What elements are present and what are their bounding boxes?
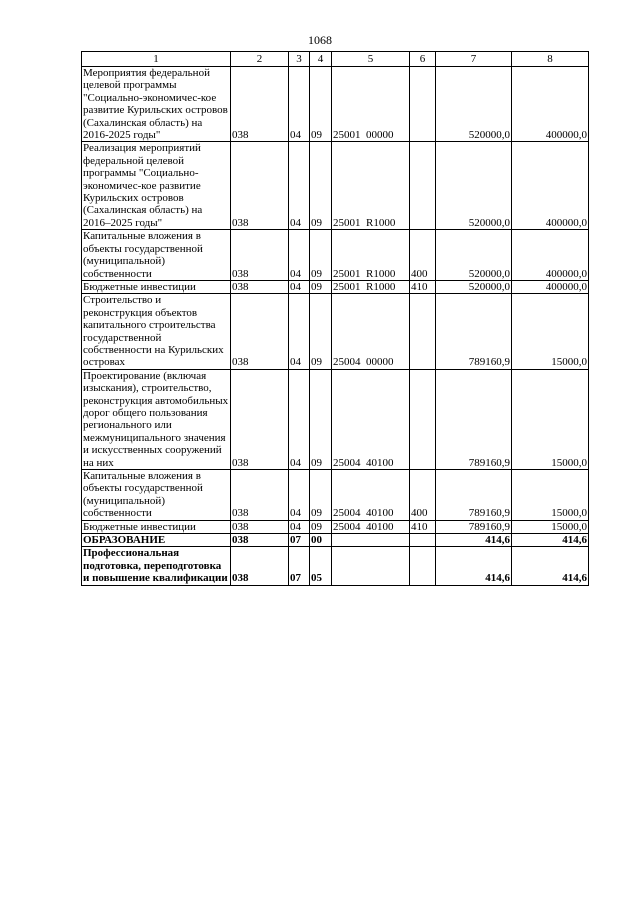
admin-code-cell: 038: [231, 142, 289, 230]
row-name-cell: Проектирование (включая изыскания), строительство, реконструкция автомобильных дорог общего пользования регионального или межмуниципального значения и искусственных сооружений на них: [82, 369, 231, 469]
target-article-cell: 25004 40100: [332, 369, 410, 469]
header-cell: 3: [289, 52, 310, 67]
section-cell: 04: [289, 142, 310, 230]
budget-table: [81, 51, 589, 586]
subsection-cell: 09: [310, 142, 332, 230]
amount-col8-cell: 15000,0: [512, 294, 589, 369]
section-cell: 07: [289, 547, 310, 585]
amount-col8-cell: 414,6: [512, 547, 589, 585]
header-cell: 5: [332, 52, 410, 67]
header-cell: 6: [410, 52, 436, 67]
expense-type-cell: [410, 294, 436, 369]
table-row: [82, 280, 589, 293]
section-cell: 04: [289, 230, 310, 281]
row-name-cell: Капитальные вложения в объекты государственной (муниципальной) собственности: [82, 230, 231, 281]
expense-type-cell: [410, 547, 436, 585]
row-name-cell: Бюджетные инвестиции: [82, 280, 231, 293]
row-name-cell: Капитальные вложения в объекты государственной (муниципальной) собственности: [82, 470, 231, 521]
target-article-cell: 25001 R1000: [332, 142, 410, 230]
table-row: [82, 142, 589, 230]
amount-col8-cell: 400000,0: [512, 230, 589, 281]
amount-col7-cell: 520000,0: [436, 230, 512, 281]
amount-col7-cell: 789160,9: [436, 294, 512, 369]
header-cell: 7: [436, 52, 512, 67]
target-article-cell: 25004 40100: [332, 520, 410, 533]
target-article-cell: 25001 R1000: [332, 230, 410, 281]
amount-col8-cell: 15000,0: [512, 470, 589, 521]
header-cell: 2: [231, 52, 289, 67]
section-cell: 04: [289, 369, 310, 469]
target-article-cell: [332, 547, 410, 585]
target-article-cell: 25001 R1000: [332, 280, 410, 293]
subsection-cell: 05: [310, 547, 332, 585]
header-cell: 8: [512, 52, 589, 67]
admin-code-cell: 038: [231, 520, 289, 533]
amount-col7-cell: 789160,9: [436, 520, 512, 533]
row-name-cell: Реализация мероприятий федеральной целевой программы "Социально-экономичес-кое развитие Курильских островов (Сахалинская область) на 2016–2025 годы": [82, 142, 231, 230]
section-cell: 04: [289, 520, 310, 533]
amount-col7-cell: 789160,9: [436, 470, 512, 521]
target-article-cell: 25004 00000: [332, 294, 410, 369]
row-name-cell: ОБРАЗОВАНИЕ: [82, 534, 231, 547]
admin-code-cell: 038: [231, 369, 289, 469]
row-name-cell: Мероприятия федеральной целевой программы "Социально-экономичес-кое развитие Курильских островов (Сахалинская область) на 2016-2025 годы": [82, 67, 231, 142]
section-cell: 07: [289, 534, 310, 547]
table-row: [82, 520, 589, 533]
expense-type-cell: [410, 142, 436, 230]
table-row: [82, 294, 589, 369]
row-name-cell: Бюджетные инвестиции: [82, 520, 231, 533]
target-article-cell: 25001 00000: [332, 67, 410, 142]
amount-col7-cell: 789160,9: [436, 369, 512, 469]
amount-col8-cell: 400000,0: [512, 67, 589, 142]
section-cell: 04: [289, 280, 310, 293]
subsection-cell: 09: [310, 470, 332, 521]
subsection-cell: 09: [310, 230, 332, 281]
amount-col7-cell: 520000,0: [436, 67, 512, 142]
amount-col8-cell: 15000,0: [512, 369, 589, 469]
expense-type-cell: 400: [410, 230, 436, 281]
admin-code-cell: 038: [231, 470, 289, 521]
subsection-cell: 09: [310, 280, 332, 293]
page-number: 1068: [308, 33, 332, 47]
subsection-cell: 09: [310, 369, 332, 469]
expense-type-cell: [410, 534, 436, 547]
amount-col7-cell: 414,6: [436, 534, 512, 547]
admin-code-cell: 038: [231, 67, 289, 142]
table-row: [82, 67, 589, 142]
amount-col8-cell: 15000,0: [512, 520, 589, 533]
header-row: [82, 52, 589, 67]
table-row: [82, 534, 589, 547]
expense-type-cell: 400: [410, 470, 436, 521]
admin-code-cell: 038: [231, 230, 289, 281]
table-row: [82, 470, 589, 521]
subsection-cell: 00: [310, 534, 332, 547]
admin-code-cell: 038: [231, 534, 289, 547]
target-article-cell: 25004 40100: [332, 470, 410, 521]
target-article-cell: [332, 534, 410, 547]
section-cell: 04: [289, 294, 310, 369]
admin-code-cell: 038: [231, 294, 289, 369]
header-cell: 4: [310, 52, 332, 67]
expense-type-cell: 410: [410, 280, 436, 293]
amount-col7-cell: 520000,0: [436, 142, 512, 230]
amount-col8-cell: 400000,0: [512, 280, 589, 293]
expense-type-cell: [410, 369, 436, 469]
header-cell: 1: [82, 52, 231, 67]
table-row: [82, 369, 589, 469]
amount-col7-cell: 414,6: [436, 547, 512, 585]
amount-col7-cell: 520000,0: [436, 280, 512, 293]
section-cell: 04: [289, 67, 310, 142]
expense-type-cell: [410, 67, 436, 142]
subsection-cell: 09: [310, 67, 332, 142]
subsection-cell: 09: [310, 520, 332, 533]
table-row: [82, 230, 589, 281]
row-name-cell: Профессиональная подготовка, переподготовка и повышение квалификации: [82, 547, 231, 585]
row-name-cell: Строительство и реконструкция объектов капитального строительства государственной собственности на Курильских островах: [82, 294, 231, 369]
admin-code-cell: 038: [231, 547, 289, 585]
table-row: [82, 547, 589, 585]
amount-col8-cell: 414,6: [512, 534, 589, 547]
admin-code-cell: 038: [231, 280, 289, 293]
section-cell: 04: [289, 470, 310, 521]
expense-type-cell: 410: [410, 520, 436, 533]
subsection-cell: 09: [310, 294, 332, 369]
amount-col8-cell: 400000,0: [512, 142, 589, 230]
